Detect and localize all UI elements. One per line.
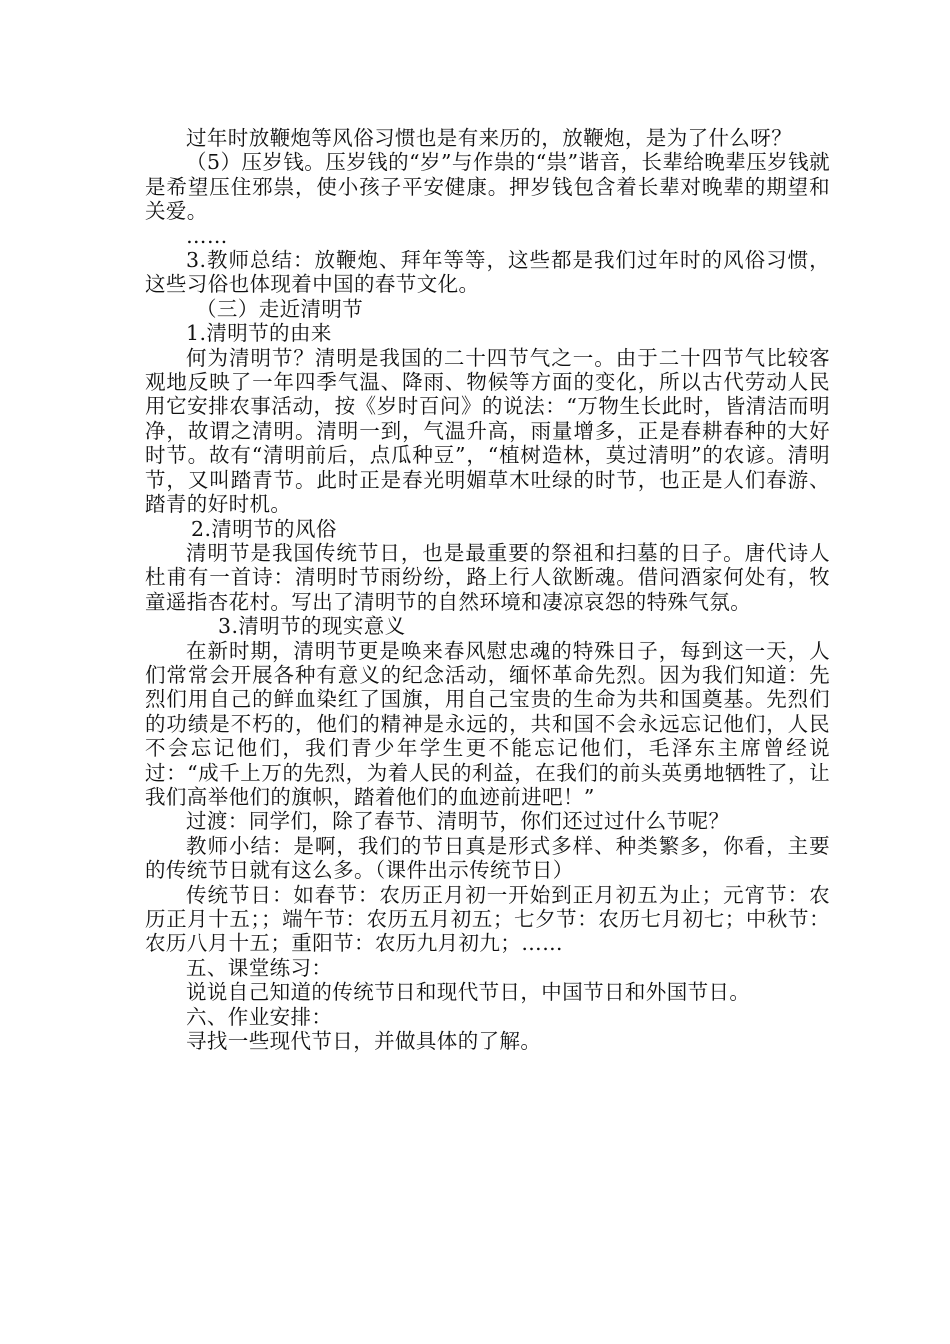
paragraph-lucky-money: （5）压岁钱。压岁钱的“岁”与作祟的“祟”谐音，长辈给晚辈压岁钱就是希望压住邪祟，使小孩子平安健康。押岁钱包含着长辈对晚辈的期望和关爱。 [145,150,830,224]
paragraph-homework: 寻找一些现代节日，并做具体的了解。 [186,1029,542,1054]
paragraph-firecracker-question: 过年时放鞭炮等风俗习惯也是有来历的，放鞭炮，是为了什么呀？ [186,126,793,150]
paragraph-qingming-customs: 清明节是我国传统节日，也是最重要的祭祖和扫墓的日子。唐代诗人杜甫有一首诗：清明时节雨纷纷，路上行人欲断魂。借问酒家何处有，牧童遥指杏花村。写出了清明节的自然环境和凄凉哀怨的特殊气氛。 [145,540,830,614]
paragraph-transition: 过渡：同学们，除了春节、清明节，你们还过过什么节呢？ [186,809,730,834]
paragraph-teacher-summary: 3.教师总结：放鞭炮、拜年等等，这些都是我们过年时的风俗习惯，这些习俗也体现着中国的春节文化。 [145,248,830,297]
subheading-qingming-customs: 2.清明节的风俗 [191,516,337,541]
document-body [145,126,830,1053]
subheading-qingming-origin: 1.清明节的由来 [186,321,332,346]
paragraph-traditional-festivals: 传统节日：如春节：农历正月初一开始到正月初五为止；元宵节：农历正月十五；；端午节：农历五月初五；七夕节：农历七月初七；中秋节：农历八月十五；重阳节：农历九月初九；…… [145,882,830,956]
paragraph-teacher-conclusion: 教师小结：是啊，我们的节日真是形式多样、种类繁多，你看，主要的传统节日就有这么多。（课件出示传统节日） [145,833,830,883]
heading-class-exercise: 五、课堂练习： [186,955,333,980]
paragraph-ellipsis: …… [186,223,228,248]
subheading-qingming-significance: 3.清明节的现实意义 [218,614,406,639]
paragraph-qingming-origin: 何为清明节？清明是我国的二十四节气之一。由于二十四节气比较客观地反映了一年四季气温、降雨、物候等方面的变化，所以古代劳动人民用它安排农事活动，按《岁时百问》的说法：“万物生长此时，皆清洁而明净，故谓之清明。清明一到，气温升高，雨量增多，正是春耕春种的大好时节。故有“清明前后，点瓜种豆”，“植树造林，莫过清明”的农谚。清明节，又叫踏青节。此时正是春光明媚草木吐绿的时节，也正是人们春游、踏青的好时机。 [145,345,830,517]
heading-homework: 六、作业安排： [186,1004,333,1029]
paragraph-class-exercise: 说说自己知道的传统节日和现代节日，中国节日和外国节日。 [186,980,751,1005]
paragraph-qingming-significance: 在新时期，清明节更是唤来春风慰忠魂的特殊日子，每到这一天，人们常常会开展各种有意义的纪念活动，缅怀革命先烈。因为我们知道：先烈们用自己的鲜血染红了国旗，用自己宝贵的生命为共和国奠基。先烈们的功绩是不朽的，他们的精神是永远的，共和国不会永远忘记他们，人民不会忘记他们，我们青少年学生更不能忘记他们，毛泽东主席曾经说过：“成千上万的先烈，为着人民的利益，在我们的前头英勇地牺牲了，让我们高举他们的旗帜，踏着他们的血迹前进吧！” [145,638,830,809]
section-heading-qingming: （三）走近清明节 [196,296,364,321]
